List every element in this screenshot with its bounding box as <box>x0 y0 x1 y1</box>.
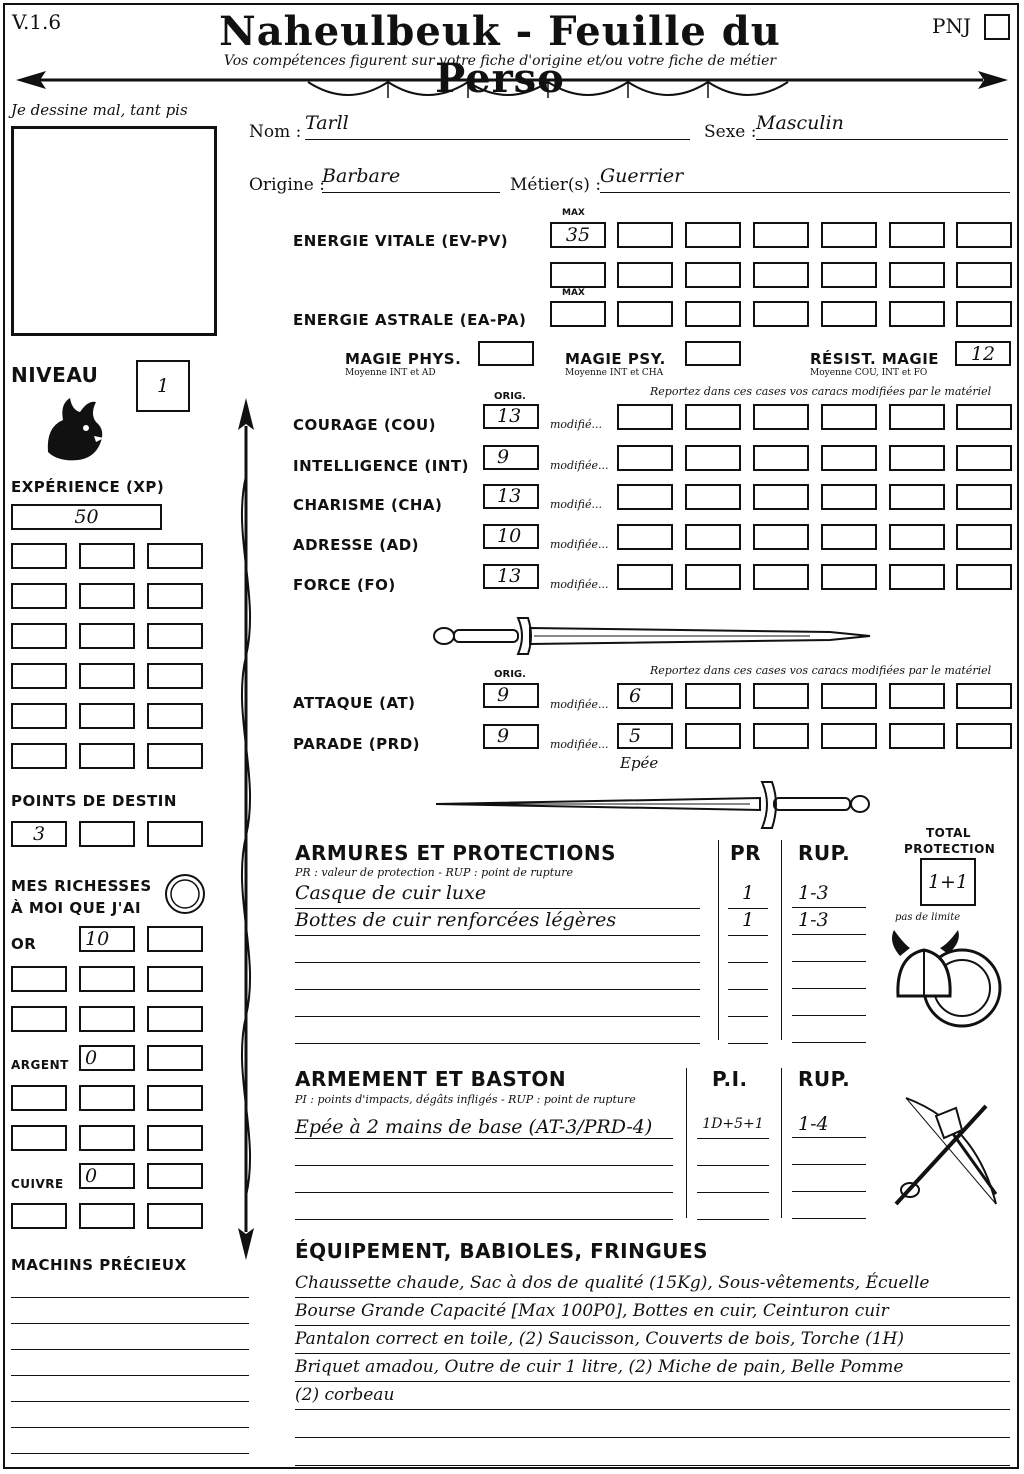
carac-mod-box[interactable] <box>821 564 877 590</box>
caracs-orig-label: ORIG. <box>494 391 526 402</box>
carac-mod-box[interactable] <box>753 404 809 430</box>
money-box-1-1-1[interactable] <box>79 1125 135 1151</box>
parade-label: PARADE (PRD) <box>293 735 421 753</box>
carac-mod-box[interactable] <box>617 564 673 590</box>
resist-magie-box[interactable]: 12 <box>955 341 1011 366</box>
xp-box-0-0[interactable] <box>11 543 67 569</box>
or-box-2[interactable] <box>147 926 203 952</box>
parade-mod-box[interactable]: 5 <box>617 723 673 749</box>
ea-max-label: MAX <box>562 288 585 298</box>
carac-mod-box[interactable] <box>956 445 1012 471</box>
money-box-2-0-1[interactable] <box>79 1203 135 1229</box>
arme-rup[interactable] <box>792 1140 866 1165</box>
arme-name[interactable] <box>295 1143 673 1166</box>
carac-mod-box[interactable] <box>685 484 741 510</box>
attaque-mod-label: modifiée... <box>550 698 609 711</box>
armure-pr[interactable] <box>728 963 768 990</box>
arme-rup[interactable]: 1-4 <box>792 1113 866 1138</box>
equipement-title: ÉQUIPEMENT, BABIOLES, FRINGUES <box>295 1239 709 1263</box>
armure-rup[interactable] <box>792 936 866 962</box>
money-box-1-0-2[interactable] <box>147 1085 203 1111</box>
carac-mod-box[interactable] <box>956 484 1012 510</box>
vertical-spear-icon <box>228 396 264 1262</box>
ea-row-box-1[interactable] <box>617 301 673 327</box>
niveau-label: NIVEAU <box>11 363 99 387</box>
xp-box-5-1[interactable] <box>79 743 135 769</box>
resist-magie-label: RÉSIST. MAGIE <box>810 350 940 368</box>
money-box-0-0-0[interactable] <box>11 966 67 992</box>
parade-box-6[interactable] <box>956 723 1012 749</box>
pnj-checkbox[interactable] <box>984 14 1010 40</box>
armure-name[interactable]: Bottes de cuir renforcées légères <box>295 909 700 936</box>
attaque-label: ATTAQUE (AT) <box>293 694 416 712</box>
carac-mod-box[interactable] <box>889 404 945 430</box>
attaque-box-4[interactable] <box>821 683 877 709</box>
pnj-label: PNJ <box>932 14 971 38</box>
carac-mod-box[interactable] <box>889 524 945 550</box>
armures-divider-1 <box>718 840 719 1040</box>
money-box-0-1-0[interactable] <box>11 1006 67 1032</box>
origine-field[interactable]: Barbare <box>322 165 500 193</box>
dragon-icon <box>38 392 108 464</box>
armure-pr[interactable] <box>728 990 768 1017</box>
weapons-icon <box>886 1094 1006 1216</box>
ev-max-box[interactable]: 35 <box>550 222 606 248</box>
carac-mod-box[interactable] <box>753 484 809 510</box>
parade-orig-box[interactable]: 9 <box>483 724 539 749</box>
attaque-mod-box[interactable]: 6 <box>617 683 673 709</box>
carac-orig-box[interactable]: 13 <box>483 404 539 429</box>
armure-name[interactable]: Casque de cuir luxe <box>295 882 700 909</box>
parade-box-2[interactable] <box>685 723 741 749</box>
carac-orig-box[interactable]: 13 <box>483 484 539 509</box>
armement-divider-1 <box>686 1068 687 1218</box>
armure-pr[interactable]: 1 <box>728 909 768 936</box>
armure-rup[interactable] <box>792 963 866 989</box>
carac-mod-box[interactable] <box>617 484 673 510</box>
carac-label: FORCE (FO) <box>293 576 396 594</box>
sexe-label: Sexe : <box>704 122 757 142</box>
page-title: Naheulbeuk - Feuille du Perso <box>219 8 781 102</box>
arme-pi[interactable] <box>697 1143 769 1166</box>
arme-rup[interactable] <box>792 1194 866 1219</box>
portrait-caption: Je dessine mal, tant pis <box>11 101 188 119</box>
arme-name[interactable]: Epée à 2 mains de base (AT-3/PRD-4) <box>295 1116 673 1139</box>
equipement-line[interactable]: Chaussette chaude, Sac à dos de qualité (15Kg), Sous-vêtements, Écuelle <box>295 1273 1010 1298</box>
carac-label: ADRESSE (AD) <box>293 536 420 554</box>
ea-row-box-5[interactable] <box>889 301 945 327</box>
armement-col-rup: RUP. <box>798 1067 851 1091</box>
money-box-1-0-1[interactable] <box>79 1085 135 1111</box>
richesses-label-1: MES RICHESSES <box>11 877 152 895</box>
ev-row1-box-2[interactable] <box>685 222 741 248</box>
arme-name[interactable] <box>295 1197 673 1220</box>
carac-mod-box[interactable] <box>685 564 741 590</box>
armure-rup[interactable]: 1-3 <box>792 909 866 935</box>
magie-psy-box[interactable] <box>685 341 741 366</box>
money-box-2-0-2[interactable] <box>147 1203 203 1229</box>
carac-mod-label: modifié... <box>550 498 602 511</box>
armures-sub: PR : valeur de protection - RUP : point de rupture <box>295 866 573 879</box>
attaque-box-5[interactable] <box>889 683 945 709</box>
cuivre-box-2[interactable] <box>147 1163 203 1189</box>
armure-rup[interactable]: 1-3 <box>792 882 866 908</box>
richesses-label-2: À MOI QUE J'AI <box>11 899 142 917</box>
ev-max-label: MAX <box>562 208 585 218</box>
carac-mod-box[interactable] <box>753 445 809 471</box>
carac-mod-box[interactable] <box>617 445 673 471</box>
carac-mod-box[interactable] <box>685 404 741 430</box>
parade-box-3[interactable] <box>753 723 809 749</box>
xp-box-0-2[interactable] <box>147 543 203 569</box>
destin-box-3[interactable] <box>147 821 203 847</box>
money-box-1-1-0[interactable] <box>11 1125 67 1151</box>
carac-mod-label: modifiée... <box>550 578 609 591</box>
total-protection-label-2: PROTECTION <box>904 842 996 856</box>
xp-label: EXPÉRIENCE (XP) <box>11 478 165 496</box>
carac-mod-box[interactable] <box>889 564 945 590</box>
xp-box-1-1[interactable] <box>79 583 135 609</box>
page-subtitle: Vos compétences figurent sur votre fiche d'origine et/ou votre fiche de métier <box>223 53 777 69</box>
arme-pi[interactable] <box>697 1170 769 1193</box>
magie-phys-label: MAGIE PHYS. <box>345 350 462 368</box>
parade-box-5[interactable] <box>889 723 945 749</box>
armures-col-pr: PR <box>730 841 762 865</box>
armement-col-pi: P.I. <box>712 1067 748 1091</box>
arme-rup[interactable] <box>792 1167 866 1192</box>
armures-divider-2 <box>781 840 782 1040</box>
ev-row2-box-0[interactable] <box>550 262 606 288</box>
armement-title: ARMEMENT ET BASTON <box>295 1067 567 1091</box>
ea-row-box-2[interactable] <box>685 301 741 327</box>
arme-pi[interactable] <box>697 1197 769 1220</box>
money-box-1-0-0[interactable] <box>11 1085 67 1111</box>
money-box-0-0-2[interactable] <box>147 966 203 992</box>
destin-box-2[interactable] <box>79 821 135 847</box>
carac-mod-box[interactable] <box>889 445 945 471</box>
xp-box-0-1[interactable] <box>79 543 135 569</box>
ev-row2-box-5[interactable] <box>889 262 945 288</box>
combat-orig-label: ORIG. <box>494 669 526 680</box>
xp-box-5-0[interactable] <box>11 743 67 769</box>
cuivre-box[interactable]: 0 <box>79 1163 135 1189</box>
xp-box-4-0[interactable] <box>11 703 67 729</box>
carac-mod-box[interactable] <box>956 404 1012 430</box>
carac-mod-label: modifié... <box>550 418 602 431</box>
magie-phys-sub: Moyenne INT et AD <box>345 368 436 378</box>
money-box-0-1-2[interactable] <box>147 1006 203 1032</box>
carac-label: CHARISME (CHA) <box>293 496 443 514</box>
resist-magie-sub: Moyenne COU, INT et FO <box>810 368 928 378</box>
machins-line-7[interactable] <box>11 1453 249 1454</box>
niveau-box[interactable]: 1 <box>136 360 190 412</box>
magie-psy-sub: Moyenne INT et CHA <box>565 368 664 378</box>
caracs-report-note: Reportez dans ces cases vos caracs modifiées par le matériel <box>650 385 992 398</box>
nom-label: Nom : <box>249 122 302 142</box>
armement-sub: PI : points d'impacts, dégâts infligés - RUP : point de rupture <box>295 1093 636 1106</box>
nom-field[interactable]: Tarll <box>305 112 690 140</box>
destin-box-1[interactable]: 3 <box>11 821 67 847</box>
ev-row2-box-4[interactable] <box>821 262 877 288</box>
xp-box-3-0[interactable] <box>11 663 67 689</box>
ev-row1-box-1[interactable] <box>617 222 673 248</box>
armure-name[interactable] <box>295 1017 700 1044</box>
carac-mod-box[interactable] <box>617 404 673 430</box>
xp-box-3-2[interactable] <box>147 663 203 689</box>
equipement-line[interactable] <box>295 1413 1010 1438</box>
machins-line-5[interactable] <box>11 1401 249 1402</box>
ea-row-box-4[interactable] <box>821 301 877 327</box>
ev-row1-box-3[interactable] <box>753 222 809 248</box>
carac-mod-box[interactable] <box>821 484 877 510</box>
carac-mod-box[interactable] <box>685 445 741 471</box>
equipement-line[interactable]: Briquet amadou, Outre de cuir 1 litre, (2) Miche de pain, Belle Pomme <box>295 1357 1010 1382</box>
xp-box-3-1[interactable] <box>79 663 135 689</box>
carac-mod-box[interactable] <box>956 564 1012 590</box>
armure-rup[interactable] <box>792 1017 866 1043</box>
or-label: OR <box>11 935 37 953</box>
equipement-line[interactable] <box>295 1441 1010 1466</box>
origine-label: Origine : <box>249 175 325 195</box>
armures-col-rup: RUP. <box>798 841 851 865</box>
money-box-0-0-1[interactable] <box>79 966 135 992</box>
carac-label: INTELLIGENCE (INT) <box>293 457 469 475</box>
metier-label: Métier(s) : <box>510 175 602 195</box>
carac-mod-label: modifiée... <box>550 459 609 472</box>
argent-box[interactable]: 0 <box>79 1045 135 1071</box>
machins-label: MACHINS PRÉCIEUX <box>11 1256 187 1274</box>
armure-rup[interactable] <box>792 990 866 1016</box>
magie-psy-label: MAGIE PSY. <box>565 350 666 368</box>
armure-name[interactable] <box>295 936 700 963</box>
ev-row1-box-6[interactable] <box>956 222 1012 248</box>
carac-mod-box[interactable] <box>889 484 945 510</box>
armure-name[interactable] <box>295 963 700 990</box>
xp-box-1-0[interactable] <box>11 583 67 609</box>
ea-row-box-6[interactable] <box>956 301 1012 327</box>
total-protection-note: pas de limite <box>895 912 961 923</box>
arme-pi[interactable]: 1D+5+1 <box>697 1116 769 1139</box>
combat-report-note: Reportez dans ces cases vos caracs modifiées par le matériel <box>650 664 992 677</box>
carac-orig-box[interactable]: 9 <box>483 445 539 470</box>
carac-mod-label: modifiée... <box>550 538 609 551</box>
ev-row1-box-5[interactable] <box>889 222 945 248</box>
longsword-icon <box>430 778 876 832</box>
carac-mod-box[interactable] <box>617 524 673 550</box>
armures-title: ARMURES ET PROTECTIONS <box>295 841 616 865</box>
coin-icon <box>163 872 207 916</box>
sexe-field[interactable]: Masculin <box>756 112 1008 140</box>
ev-label: ENERGIE VITALE (EV-PV) <box>293 232 509 250</box>
xp-box[interactable]: 50 <box>11 504 162 530</box>
ev-row2-box-3[interactable] <box>753 262 809 288</box>
sword-icon <box>430 612 876 656</box>
ev-row2-box-1[interactable] <box>617 262 673 288</box>
cuivre-label: CUIVRE <box>11 1177 64 1191</box>
ev-row2-box-6[interactable] <box>956 262 1012 288</box>
equipement-line[interactable]: (2) corbeau <box>295 1385 1010 1410</box>
xp-box-5-2[interactable] <box>147 743 203 769</box>
xp-box-2-2[interactable] <box>147 623 203 649</box>
carac-mod-box[interactable] <box>956 524 1012 550</box>
attaque-box-3[interactable] <box>753 683 809 709</box>
xp-box-2-1[interactable] <box>79 623 135 649</box>
parade-box-4[interactable] <box>821 723 877 749</box>
carac-mod-box[interactable] <box>821 524 877 550</box>
carac-mod-box[interactable] <box>753 564 809 590</box>
metier-field[interactable]: Guerrier <box>600 165 1010 193</box>
carac-mod-box[interactable] <box>821 445 877 471</box>
money-box-2-0-0[interactable] <box>11 1203 67 1229</box>
machins-line-1[interactable] <box>11 1297 249 1298</box>
carac-mod-box[interactable] <box>685 524 741 550</box>
money-box-1-1-2[interactable] <box>147 1125 203 1151</box>
destin-label: POINTS DE DESTIN <box>11 792 177 810</box>
helmet-shield-icon <box>886 926 1002 1036</box>
xp-box-4-2[interactable] <box>147 703 203 729</box>
ev-row2-box-2[interactable] <box>685 262 741 288</box>
armure-name[interactable] <box>295 990 700 1017</box>
total-protection-box[interactable]: 1+1 <box>920 858 976 906</box>
parade-mod-label: modifiée... <box>550 738 609 751</box>
carac-mod-box[interactable] <box>753 524 809 550</box>
ea-row-box-3[interactable] <box>753 301 809 327</box>
portrait-box[interactable] <box>11 126 217 336</box>
carac-orig-box[interactable]: 10 <box>483 524 539 549</box>
xp-box-1-2[interactable] <box>147 583 203 609</box>
equipement-line[interactable]: Bourse Grande Capacité [Max 100P0], Bottes en cuir, Ceinturon cuir <box>295 1301 1010 1326</box>
or-box[interactable]: 10 <box>79 926 135 952</box>
attaque-orig-box[interactable]: 9 <box>483 683 539 708</box>
equipement-line[interactable]: Pantalon correct en toile, (2) Saucisson, Couverts de bois, Torche (1H) <box>295 1329 1010 1354</box>
ev-row1-box-4[interactable] <box>821 222 877 248</box>
machins-line-4[interactable] <box>11 1375 249 1376</box>
money-box-0-1-1[interactable] <box>79 1006 135 1032</box>
carac-label: COURAGE (COU) <box>293 416 437 434</box>
attaque-box-6[interactable] <box>956 683 1012 709</box>
machins-line-3[interactable] <box>11 1349 249 1350</box>
weapon-note: Epée <box>620 754 659 772</box>
xp-box-2-0[interactable] <box>11 623 67 649</box>
arme-name[interactable] <box>295 1170 673 1193</box>
armure-pr[interactable]: 1 <box>728 882 768 909</box>
armure-pr[interactable] <box>728 936 768 963</box>
armement-divider-2 <box>781 1068 782 1218</box>
carac-orig-box[interactable]: 13 <box>483 564 539 589</box>
xp-box-4-1[interactable] <box>79 703 135 729</box>
armure-pr[interactable] <box>728 1017 768 1044</box>
ea-label: ENERGIE ASTRALE (EA-PA) <box>293 311 527 329</box>
carac-mod-box[interactable] <box>821 404 877 430</box>
version-label: V.1.6 <box>12 10 62 34</box>
total-protection-label-1: TOTAL <box>926 826 972 840</box>
machins-line-6[interactable] <box>11 1427 249 1428</box>
argent-label: ARGENT <box>11 1058 69 1072</box>
attaque-box-2[interactable] <box>685 683 741 709</box>
ea-max-box[interactable] <box>550 301 606 327</box>
machins-line-2[interactable] <box>11 1323 249 1324</box>
argent-box-2[interactable] <box>147 1045 203 1071</box>
magie-phys-box[interactable] <box>478 341 534 366</box>
